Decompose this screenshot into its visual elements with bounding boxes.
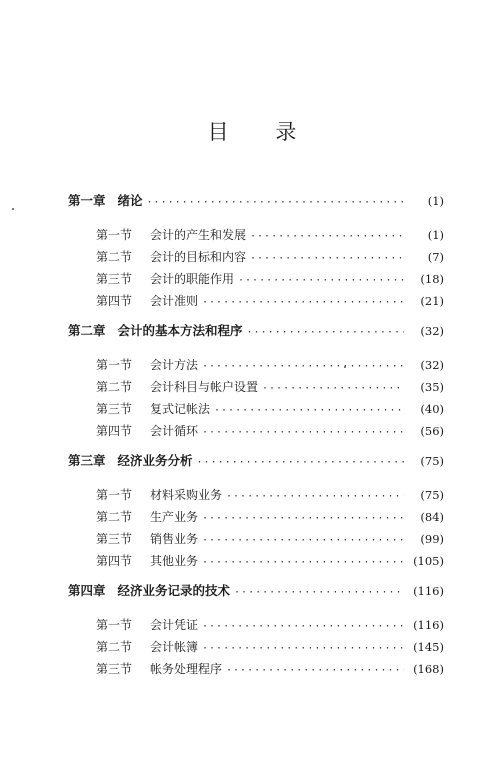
section-number: 第四节 [96, 294, 133, 308]
chapter-entry[interactable] [68, 320, 444, 342]
chapter-number: 第一章 [68, 193, 106, 208]
section-title: 会计凭证 [150, 618, 199, 632]
section-title: 会计的职能作用 [150, 272, 235, 286]
section-page-number: (7) [427, 250, 444, 264]
dot-leader [202, 422, 404, 444]
section-number: 第二节 [96, 640, 133, 654]
section-entry[interactable] [68, 268, 444, 290]
chapter-page-number: (1) [427, 194, 444, 208]
chapter-number: 第三章 [68, 453, 106, 468]
section-number: 第三节 [96, 532, 133, 546]
dot-leader [234, 582, 404, 604]
section-number: 第一节 [96, 358, 133, 372]
section-page-number: (35) [420, 380, 444, 394]
section-page-number: (40) [420, 402, 444, 416]
dot-leader [262, 378, 404, 400]
dot-leader [238, 270, 404, 292]
section-entry[interactable] [68, 528, 444, 550]
dot-leader [202, 616, 404, 638]
section-number: 第二节 [96, 380, 133, 394]
chapter-page-number: (32) [420, 324, 444, 338]
section-number: 第三节 [96, 402, 133, 416]
section-title: 复式记帐法 [150, 402, 211, 416]
section-entry[interactable] [68, 224, 444, 246]
section-page-number: (21) [420, 294, 444, 308]
section-title: 其他业务 [150, 554, 199, 568]
section-entry[interactable] [68, 354, 444, 376]
chapter-entry[interactable] [68, 190, 444, 212]
section-title: 会计的目标和内容 [150, 250, 247, 264]
chapter-title: 绪论 [117, 193, 143, 208]
dot-leader [226, 660, 404, 682]
section-entry[interactable] [68, 550, 444, 572]
section-page-number: (18) [420, 272, 444, 286]
section-page-number: (99) [420, 532, 444, 546]
section-page-number: (116) [413, 618, 444, 632]
section-title: 帐务处理程序 [150, 662, 223, 676]
scan-speck [344, 366, 346, 368]
section-entry[interactable] [68, 420, 444, 442]
section-page-number: (56) [420, 424, 444, 438]
section-title: 销售业务 [150, 532, 199, 546]
section-number: 第四节 [96, 424, 133, 438]
dot-leader [202, 356, 404, 378]
section-title: 会计准则 [150, 294, 199, 308]
chapter-entry[interactable] [68, 580, 444, 602]
section-entry[interactable] [68, 290, 444, 312]
section-page-number: (105) [413, 554, 444, 568]
section-number: 第一节 [96, 488, 133, 502]
section-title: 会计帐簿 [150, 640, 199, 654]
dot-leader [202, 530, 404, 552]
chapter-title: 会计的基本方法和程序 [117, 323, 243, 338]
dot-leader [247, 322, 404, 344]
section-title: 会计的产生和发展 [150, 228, 247, 242]
section-entry[interactable] [68, 636, 444, 658]
chapter-title: 经济业务分析 [117, 453, 193, 468]
dot-leader [250, 248, 404, 270]
chapter-page-number: (75) [420, 454, 444, 468]
table-of-contents [68, 190, 444, 688]
dot-leader [202, 508, 404, 530]
section-page-number: (168) [413, 662, 444, 676]
section-page-number: (84) [420, 510, 444, 524]
chapter-page-number: (116) [413, 584, 444, 598]
section-title: 会计科目与帐户设置 [150, 380, 259, 394]
dot-leader [226, 486, 404, 508]
section-entry[interactable] [68, 398, 444, 420]
section-entry[interactable] [68, 506, 444, 528]
section-entry[interactable] [68, 614, 444, 636]
chapter-title: 经济业务记录的技术 [117, 583, 231, 598]
dot-leader [147, 192, 404, 214]
section-number: 第四节 [96, 554, 133, 568]
dot-leader [202, 552, 404, 574]
scan-speck [12, 208, 14, 210]
dot-leader [214, 400, 404, 422]
dot-leader [202, 292, 404, 314]
chapter-block [68, 580, 444, 680]
chapter-block [68, 450, 444, 572]
section-number: 第一节 [96, 618, 133, 632]
chapter-block [68, 190, 444, 312]
section-entry[interactable] [68, 658, 444, 680]
section-title: 生产业务 [150, 510, 199, 524]
dot-leader [197, 452, 404, 474]
chapter-number: 第四章 [68, 583, 106, 598]
section-title: 材料采购业务 [150, 488, 223, 502]
section-page-number: (1) [427, 228, 444, 242]
section-number: 第二节 [96, 250, 133, 264]
dot-leader [202, 638, 404, 660]
section-number: 第三节 [96, 272, 133, 286]
section-entry[interactable] [68, 484, 444, 506]
section-page-number: (75) [420, 488, 444, 502]
section-entry[interactable] [68, 376, 444, 398]
chapter-block [68, 320, 444, 442]
chapter-entry[interactable] [68, 450, 444, 472]
section-entry[interactable] [68, 246, 444, 268]
section-title: 会计循环 [150, 424, 199, 438]
section-title: 会计方法 [150, 358, 199, 372]
section-page-number: (32) [420, 358, 444, 372]
section-number: 第三节 [96, 662, 133, 676]
section-number: 第二节 [96, 510, 133, 524]
section-number: 第一节 [96, 228, 133, 242]
page-title: 目 录 [207, 120, 317, 144]
dot-leader [250, 226, 404, 248]
chapter-number: 第二章 [68, 323, 106, 338]
section-page-number: (145) [413, 640, 444, 654]
